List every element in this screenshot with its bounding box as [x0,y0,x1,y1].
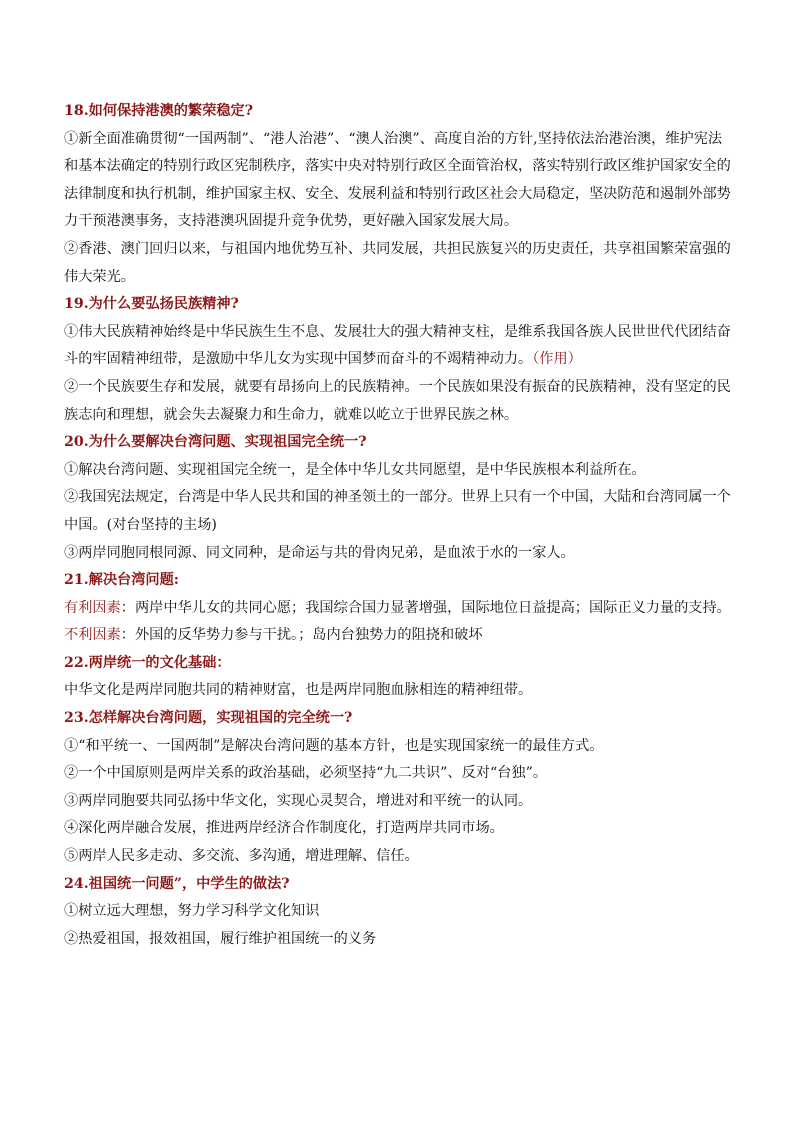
answer-18-point-1: ①新全面准确贯彻“一国两制”、“港人治港”、“澳人治澳”、高度自治的方针,坚持依法治港治澳，维护宪法和基本法确定的特别行政区宪制秩序，落实中央对特别行政区全面管治权，落实特别行政区维护国家安全的法律制度和执行机制，维护国家主权、安全、发展利益和特别行政区社会大局稳定，坚决防范和遏制外部势力干预港澳事务，支持港澳巩固提升竞争优势，更好融入国家发展大局。 [64,130,731,230]
answer-23-point-1: ①“和平统一、一国两制”是解决台湾问题的基本方针，也是实现国家统一的最佳方式。 [64,737,604,754]
question-21-heading: 21.解决台湾问题: [64,572,180,589]
answer-23-point-3: ③两岸同胞要共同弘扬中华文化，实现心灵契合，增进对和平统一的认同。 [64,792,533,809]
unfavorable-factors [64,622,734,650]
answer-23-point-2: ②一个中国原则是两岸关系的政治基础，必须坚持“九二共识”、反对“台独”。 [64,765,548,782]
answer-20-point-2: ②我国宪法规定，台湾是中华人民共和国的神圣领土的一部分。世界上只有一个中国，大陆和台湾同属一个中国。(对台坚持的主场) [64,489,731,533]
answer-24-point-1: ①树立远大理想，努力学习科学文化知识 [64,903,320,920]
answer-20-point-1: ①解决台湾问题、实现祖国完全统一，是全体中华儿女共同愿望，是中华民族根本利益所在。 [64,461,646,478]
favorable-factors-text: ：两岸中华儿女的共同心愿；我国综合国力显著增强，国际地位日益提高；国际正义力量的支持。 [120,599,731,616]
favorable-factors-label: 有利因素 [64,599,121,616]
answer-23-point-4: ④深化两岸融合发展，推进两岸经济合作制度化，打造两岸共同市场。 [64,820,504,837]
unfavorable-factors-label: 不利因素 [64,627,121,644]
answer-19-point-1 [64,319,734,374]
answer-24-point-2: ②热爱祖国，报效祖国，履行维护祖国统一的义务 [64,930,377,947]
answer-20-point-3: ③两岸同胞同根同源、同文同种，是命运与共的骨肉兄弟，是血浓于水的一家人。 [64,544,575,561]
answer-18-point-2: ②香港、澳门回归以来，与祖国内地优势互补、共同发展，共担民族复兴的历史责任，共享祖国繁荣富强的伟大荣光。 [64,240,731,285]
question-23-heading: 23.怎样解决台湾问题，实现祖国的完全统一? [64,710,353,727]
unfavorable-factors-text: ：外国的反华势力参与干扰。；岛内台独势力的阻挠和破坏 [120,627,483,644]
question-22-heading: 22.两岸统一的文化基础： [64,654,231,671]
question-19-heading: 19.为什么要弘扬民族精神? [64,296,239,313]
question-20-heading: 20.为什么要解决台湾问题、实现祖国完全统一? [64,434,367,451]
favorable-factors [64,595,734,623]
answer-22-text: 中华文化是两岸同胞共同的精神财富，也是两岸同胞血脉相连的精神纽带。 [64,682,533,699]
answer-19-point-2: ②一个民族要生存和发展，就要有昂扬向上的民族精神。一个民族如果没有振奋的民族精神，没有坚定的民族志向和理想，就会失去凝聚力和生命力，就难以屹立于世界民族之林。 [64,378,731,423]
question-18-heading: 18.如何保持港澳的繁荣稳定? [64,103,254,119]
answer-23-point-5: ⑤两岸人民多走动、多交流、多沟通，增进理解、信任。 [64,848,419,865]
answer-19-note: （作用） [532,351,582,368]
document-page [64,98,734,953]
question-24-heading: 24.祖国统一问题”，中学生的做法? [64,875,290,892]
answer-19-point-1-text: ①伟大民族精神始终是中华民族生生不息、发展壮大的强大精神支柱，是维系我国各族人民世世代代团结奋斗的牢固精神纽带，是激励中华儿女为实现中国梦而奋斗的不竭精神动力。 [64,323,731,368]
